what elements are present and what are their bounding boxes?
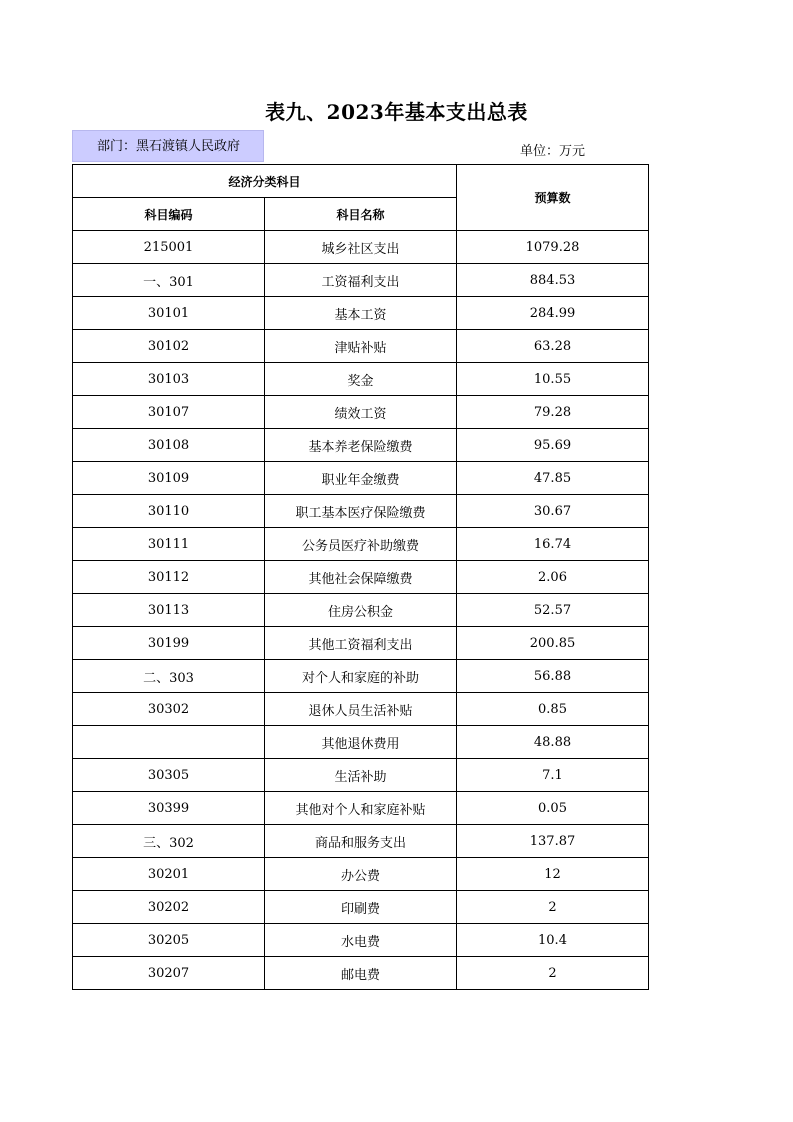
page-title: 表九、2023年基本支出总表 [265,100,528,124]
subject-code-cell [73,726,265,759]
budget-amount-cell: 79.28 [457,396,649,429]
table-row [73,561,649,594]
table-row [73,792,649,825]
subject-name-cell: 基本工资 [265,297,457,330]
subject-code-cell: 30109 [73,462,265,495]
subject-code-cell: 三、302 [73,825,265,858]
budget-amount-cell: 95.69 [457,429,649,462]
subject-code-cell: 一、301 [73,264,265,297]
budget-amount-cell: 12 [457,858,649,891]
table-row [73,528,649,561]
budget-amount-cell: 284.99 [457,297,649,330]
subject-code-cell: 30110 [73,495,265,528]
subject-name-cell: 水电费 [265,924,457,957]
unit-label: 单位：万元 [520,144,586,159]
table-row [73,264,649,297]
budget-amount-cell: 48.88 [457,726,649,759]
budget-amount-cell: 137.87 [457,825,649,858]
budget-amount-cell: 7.1 [457,759,649,792]
subject-code-cell: 30399 [73,792,265,825]
subject-code-cell: 30205 [73,924,265,957]
subject-name-cell: 其他社会保障缴费 [265,561,457,594]
subject-code-cell: 30305 [73,759,265,792]
table-row [73,396,649,429]
subject-name-cell: 其他工资福利支出 [265,627,457,660]
budget-amount-cell: 10.4 [457,924,649,957]
table-row [73,759,649,792]
subject-code-cell: 30201 [73,858,265,891]
table-row [73,495,649,528]
header-row-group [73,165,649,198]
subject-code-cell: 30108 [73,429,265,462]
subject-name-cell: 津贴补贴 [265,330,457,363]
budget-amount-cell: 0.05 [457,792,649,825]
subject-name-cell: 公务员医疗补助缴费 [265,528,457,561]
subject-name-cell: 其他对个人和家庭补贴 [265,792,457,825]
subject-code-cell: 215001 [73,231,265,264]
subject-name-cell: 城乡社区支出 [265,231,457,264]
subject-code-cell: 30207 [73,957,265,990]
table-row [73,231,649,264]
subject-name-cell: 奖金 [265,363,457,396]
subject-name-cell: 办公费 [265,858,457,891]
subject-code-cell: 30202 [73,891,265,924]
budget-amount-cell: 2.06 [457,561,649,594]
subject-name-cell: 其他退休费用 [265,726,457,759]
table-row [73,627,649,660]
department-label: 部门：黑石渡镇人民政府 [72,130,264,162]
subject-code-cell: 30107 [73,396,265,429]
subject-name-cell: 对个人和家庭的补助 [265,660,457,693]
budget-amount-cell: 52.57 [457,594,649,627]
table-row [73,924,649,957]
expenditure-table [72,164,649,990]
subject-name-cell: 基本养老保险缴费 [265,429,457,462]
table-row [73,891,649,924]
subject-name-cell: 商品和服务支出 [265,825,457,858]
subject-name-cell: 绩效工资 [265,396,457,429]
subject-code-cell: 30112 [73,561,265,594]
subject-code-cell: 30103 [73,363,265,396]
subject-name-cell: 职业年金缴费 [265,462,457,495]
budget-amount-cell: 2 [457,891,649,924]
subject-name-cell: 印刷费 [265,891,457,924]
budget-amount-cell: 16.74 [457,528,649,561]
subject-name-cell: 职工基本医疗保险缴费 [265,495,457,528]
table-row [73,429,649,462]
header-subject-code: 科目编码 [73,198,265,231]
header-budget-amount: 预算数 [457,165,649,231]
subject-code-cell: 30101 [73,297,265,330]
subject-code-cell: 30102 [73,330,265,363]
subject-name-cell: 住房公积金 [265,594,457,627]
table-row [73,726,649,759]
table-row [73,660,649,693]
budget-amount-cell: 2 [457,957,649,990]
table-row [73,858,649,891]
table-row [73,330,649,363]
subject-code-cell: 30302 [73,693,265,726]
table-row [73,462,649,495]
table-row [73,957,649,990]
subject-code-cell: 二、303 [73,660,265,693]
table-row [73,297,649,330]
header-subject-name: 科目名称 [265,198,457,231]
subject-name-cell: 退休人员生活补贴 [265,693,457,726]
budget-amount-cell: 56.88 [457,660,649,693]
budget-amount-cell: 884.53 [457,264,649,297]
subject-name-cell: 生活补助 [265,759,457,792]
subject-code-cell: 30111 [73,528,265,561]
table-row [73,825,649,858]
subject-code-cell: 30199 [73,627,265,660]
subject-code-cell: 30113 [73,594,265,627]
budget-amount-cell: 30.67 [457,495,649,528]
table-row [73,693,649,726]
table-body [73,231,649,990]
subject-name-cell: 工资福利支出 [265,264,457,297]
budget-amount-cell: 1079.28 [457,231,649,264]
table-row [73,594,649,627]
budget-amount-cell: 63.28 [457,330,649,363]
budget-amount-cell: 200.85 [457,627,649,660]
budget-amount-cell: 0.85 [457,693,649,726]
subject-name-cell: 邮电费 [265,957,457,990]
budget-amount-cell: 47.85 [457,462,649,495]
budget-amount-cell: 10.55 [457,363,649,396]
header-economic-classification: 经济分类科目 [73,165,457,198]
table-row [73,363,649,396]
